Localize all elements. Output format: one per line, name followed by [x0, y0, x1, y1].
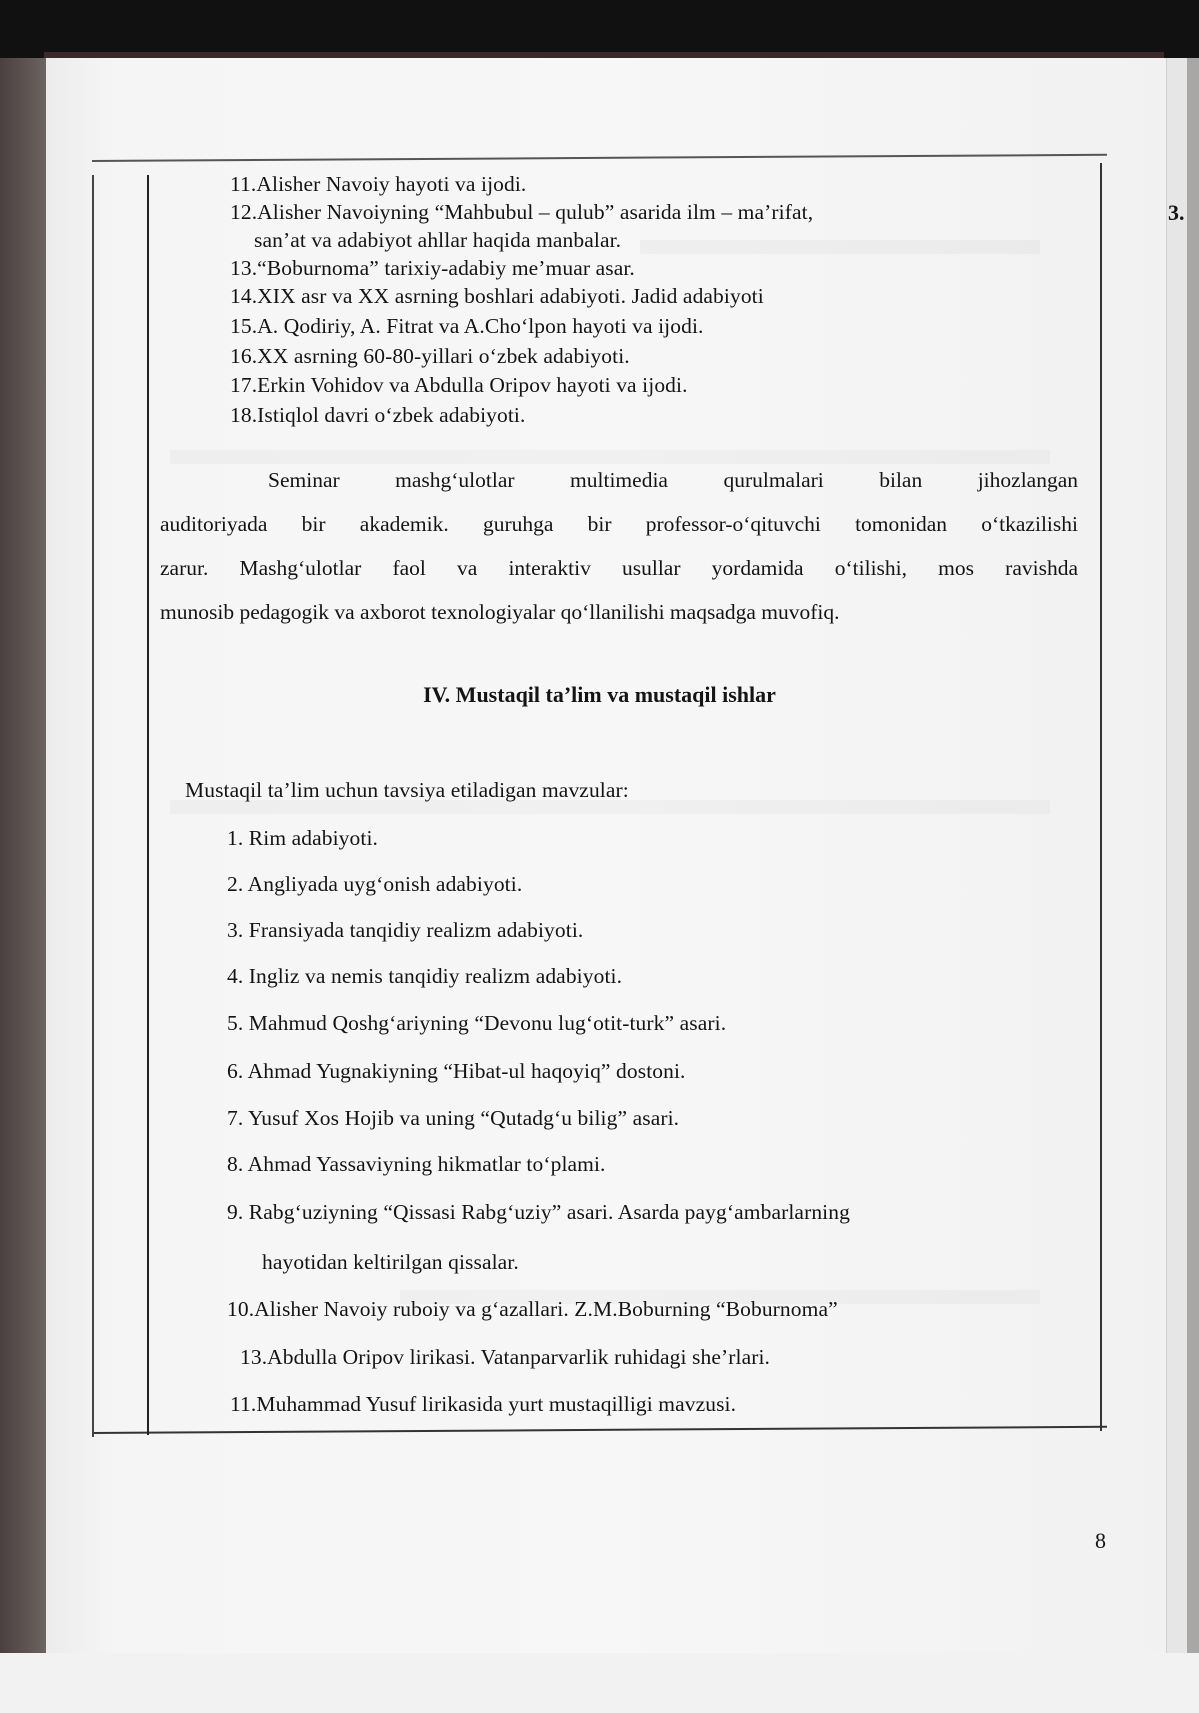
topic-item: 4. Ingliz va nemis tanqidiy realizm adabiyoti. — [227, 964, 623, 988]
topic-item: 10.Alisher Navoiy ruboiy va g‘azallari. Z.M.Boburning “Boburnoma” — [227, 1297, 838, 1321]
list-item: 12.Alisher Navoiyning “Mahbubul – qulub” asarida ilm – ma’rifat, — [230, 200, 814, 224]
bottom-background — [0, 1653, 1199, 1713]
next-page-fragment: 3. — [1168, 200, 1185, 225]
paragraph-line: munosib pedagogik va axborot texnologiyalar qo‘llanilishi maqsadga muvofiq. — [160, 600, 840, 624]
paragraph-line: auditoriyada bir akademik. guruhga bir professor-o‘qituvchi tomonidan o‘tkazilishi — [160, 512, 1078, 536]
topic-item: 3. Fransiyada tanqidiy realizm adabiyoti. — [227, 918, 584, 942]
right-background — [1185, 58, 1199, 1653]
left-background — [0, 58, 46, 1653]
bleed-through — [640, 240, 1040, 254]
list-item: 11.Alisher Navoiy hayoti va ijodi. — [230, 172, 527, 196]
list-item: 17.Erkin Vohidov va Abdulla Oripov hayoti va ijodi. — [230, 373, 688, 397]
list-item: 18.Istiqlol davri o‘zbek adabiyoti. — [230, 403, 526, 427]
topic-item: 2. Angliyada uyg‘onish adabiyoti. — [227, 872, 523, 896]
topic-item: 11.Muhammad Yusuf lirikasida yurt mustaqilligi mavzusi. — [230, 1392, 737, 1416]
topic-item: 9. Rabg‘uziyning “Qissasi Rabg‘uziy” asari. Asarda payg‘ambarlarning — [227, 1200, 850, 1224]
paragraph-line: Seminar mashg‘ulotlar multimedia qurulmalari bilan jihozlangan — [268, 468, 1078, 492]
section-heading: IV. Mustaqil ta’lim va mustaqil ishlar — [423, 682, 776, 707]
page-number: 8 — [1095, 1528, 1106, 1553]
list-item: 15.A. Qodiriy, A. Fitrat va A.Cho‘lpon hayoti va ijodi. — [230, 314, 704, 338]
paragraph-line: zarur. Mashg‘ulotlar faol va interaktiv usullar yordamida o‘tilishi, mos ravishda — [160, 556, 1078, 580]
list-item: 13.“Boburnoma” tarixiy-adabiy me’muar asar. — [230, 256, 635, 280]
frame-left-inner-line — [147, 175, 149, 1435]
topic-item: 8. Ahmad Yassaviyning hikmatlar to‘plami. — [227, 1152, 606, 1176]
topic-item: 13.Abdulla Oripov lirikasi. Vatanparvarlik ruhidagi she’rlari. — [240, 1345, 771, 1369]
top-background — [0, 0, 1199, 58]
topic-item: 7. Yusuf Xos Hojib va uning “Qutadg‘u bilig” asari. — [227, 1106, 680, 1130]
frame-left-outer-line — [92, 175, 94, 1437]
list-item-continuation: san’at va adabiyot ahllar haqida manbalar. — [254, 228, 622, 252]
topic-item: 1. Rim adabiyoti. — [227, 826, 378, 850]
seminar-paragraph — [160, 458, 1078, 634]
topic-item: 6. Ahmad Yugnakiyning “Hibat-ul haqoyiq” dostoni. — [227, 1059, 686, 1083]
topic-item: 5. Mahmud Qoshg‘ariyning “Devonu lug‘otit-turk” asari. — [227, 1011, 727, 1035]
frame-right-line — [1100, 163, 1102, 1431]
next-page-edge — [1166, 58, 1187, 1653]
list-item: 16.XX asrning 60-80-yillari o‘zbek adabiyoti. — [230, 344, 630, 368]
topics-intro: Mustaqil ta’lim uchun tavsiya etiladigan mavzular: — [185, 778, 629, 802]
topic-item-continuation: hayotidan keltirilgan qissalar. — [262, 1250, 519, 1274]
list-item: 14.XIX asr va XX asrning boshlari adabiyoti. Jadid adabiyoti — [230, 284, 764, 308]
